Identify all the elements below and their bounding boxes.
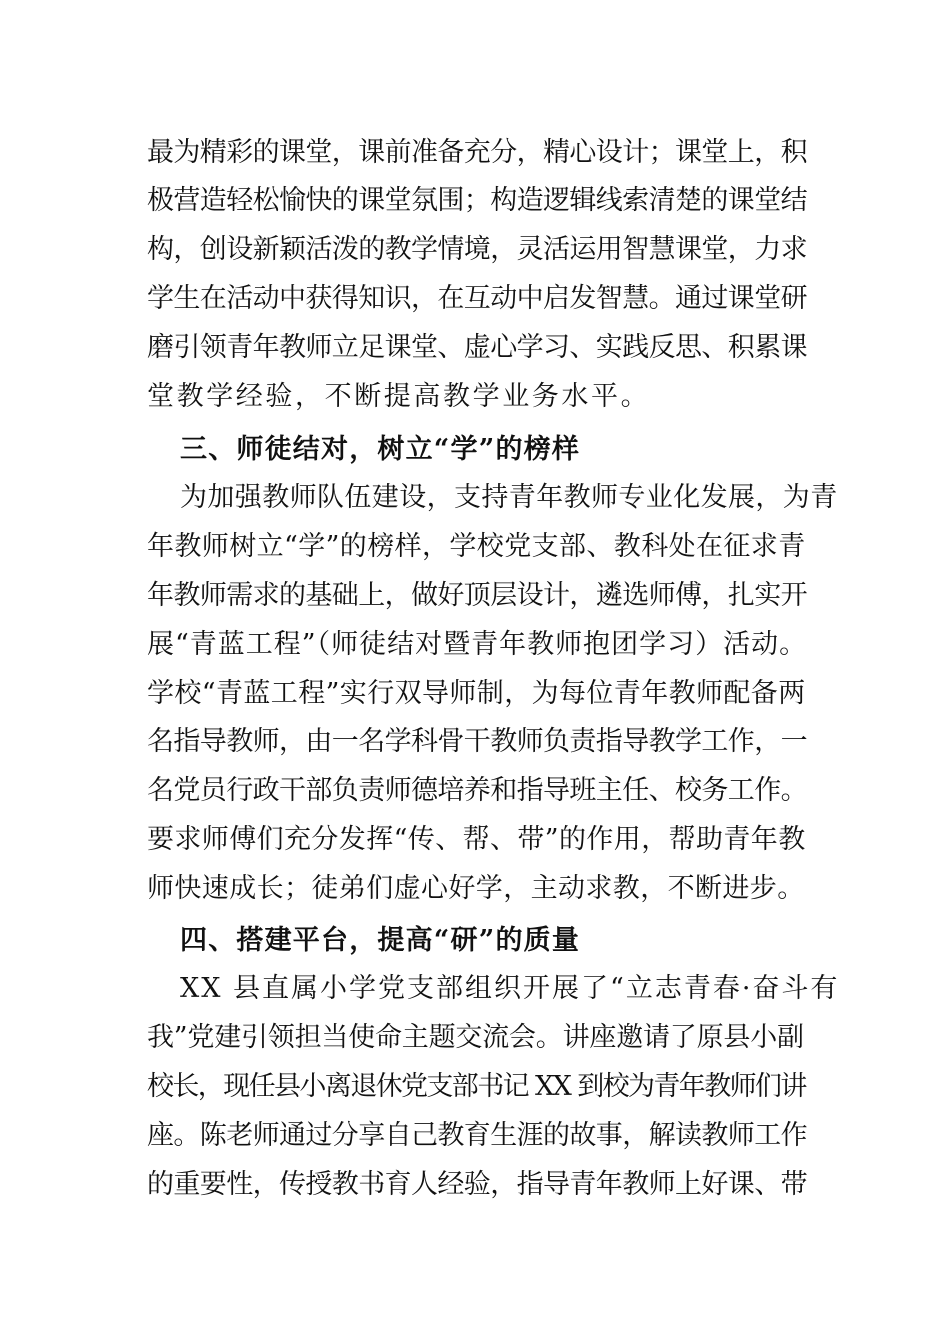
body-line: 学生在活动中获得知识，在互动中启发智慧。通过课堂研 bbox=[147, 283, 807, 314]
body-line: 磨引领青年教师立足课堂、虚心学习、实践反思、积累课 bbox=[147, 332, 807, 363]
body-line: 校长，现任县小离退休党支部书记 XX 到校为青年教师们讲 bbox=[147, 1071, 806, 1102]
body-line: XX 县直属小学党支部组织开展了“立志青春·奋斗有 bbox=[180, 973, 840, 1004]
section-heading-4: 四、搭建平台，提高“研”的质量 bbox=[180, 925, 581, 956]
body-line: 极营造轻松愉快的课堂氛围；构造逻辑线索清楚的课堂结 bbox=[147, 185, 807, 216]
section-heading-3: 三、师徒结对，树立“学”的榜样 bbox=[180, 434, 581, 465]
body-line: 展“青蓝工程”（师徒结对暨青年教师抱团学习）活动。 bbox=[147, 629, 808, 660]
body-line: 名党员行政干部负责师德培养和指导班主任、校务工作。 bbox=[147, 775, 807, 806]
body-line: 年教师树立“学”的榜样，学校党支部、教科处在征求青 bbox=[147, 531, 806, 562]
body-line: 年教师需求的基础上，做好顶层设计，遴选师傅，扎实开 bbox=[147, 580, 807, 611]
body-line: 构，创设新颖活泼的教学情境，灵活运用智慧课堂，力求 bbox=[147, 234, 807, 265]
body-line: 我”党建引领担当使命主题交流会。讲座邀请了原县小副 bbox=[147, 1022, 804, 1053]
body-line: 最为精彩的课堂，课前准备充分，精心设计；课堂上，积 bbox=[147, 137, 807, 168]
body-line: 为加强教师队伍建设，支持青年教师专业化发展，为青 bbox=[180, 482, 838, 513]
body-line: 座。陈老师通过分享自己教育生涯的故事，解读教师工作 bbox=[147, 1120, 807, 1151]
body-line: 名指导教师，由一名学科骨干教师负责指导教学工作，一 bbox=[147, 726, 807, 757]
body-line: 学校“青蓝工程”实行双导师制，为每位青年教师配备两 bbox=[147, 678, 806, 709]
body-line: 要求师傅们充分发挥“传、帮、带”的作用，帮助青年教 bbox=[147, 824, 806, 855]
body-line: 的重要性，传授教书育人经验，指导青年教师上好课、带 bbox=[147, 1169, 807, 1200]
body-line: 师快速成长；徒弟们虚心好学，主动求教，不断进步。 bbox=[147, 873, 805, 904]
body-line: 堂教学经验，不断提高教学业务水平。 bbox=[147, 381, 651, 412]
